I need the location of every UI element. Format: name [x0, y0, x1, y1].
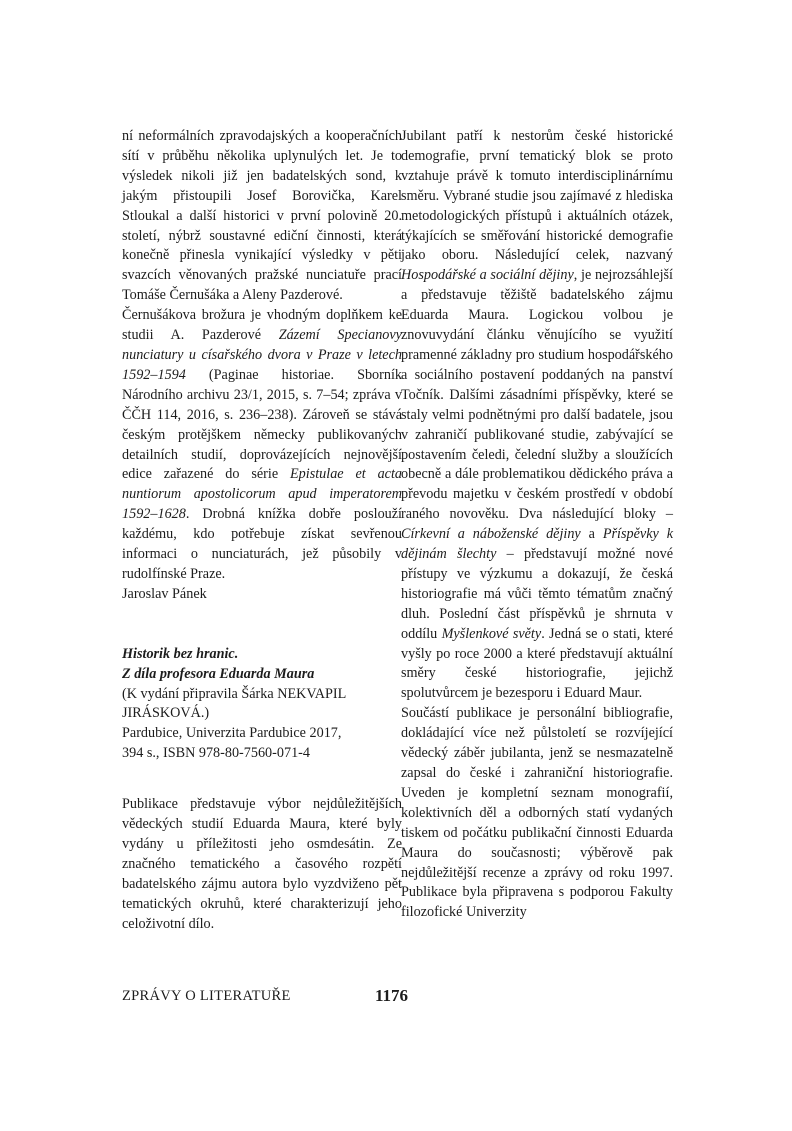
- text-run: Jubilant patří k nestorům české historické demografie, první tematický blok se proto vztahuje právě k tomuto interdisciplinárnímu směru. Vybrané studie jsou zajímavé z hlediska metodologických přístupů i aktuálních otázek, týkajících se směřování historické demografie jako oboru. Následující celek, nazvaný: [401, 128, 673, 264]
- text-run: Černušákova brožura je vhodným doplňkem ke studii A. Pazderové: [122, 307, 402, 344]
- paragraph: [122, 306, 402, 585]
- signature: Jaroslav Pánek: [122, 585, 207, 602]
- paragraph: Součástí publikace je personální bibliografie, dokládající více než půlstoletí se rozvíjející vědecký záběr jubilanta, jenž se nesmazatelně zapsal do české i zahraniční historiografie. Uveden je kompletní seznam monografií, kolektivních děl a odborných statí vydaných tiskem od počátku publikační činnosti Eduarda Maura do současnosti; výběrově pak nejdůležitější recenze a zprávy od roku 1997. Publikace byla připravena s podporou Fakulty filozofické Univerzity: [401, 705, 673, 921]
- left-column: [122, 127, 402, 935]
- page-number: 1176: [375, 986, 409, 1005]
- text-run: (Paginae historiae. Sborník Národního archivu 23/1, 2015, s. 7–54; zpráva v ČČH 114, 2016, s. 236–238). Zároveň se stává českým protějškem německy publikovaných detailních studií, doprovázejících nejnovější edice zařazené do série: [122, 366, 402, 483]
- book-publication: 394 s., ISBN 978-80-7560-071-4: [122, 745, 310, 762]
- book-title: Historik bez hranic.: [122, 645, 239, 662]
- book-publication: Pardubice, Univerzita Pardubice 2017,: [122, 725, 342, 742]
- spacer: [122, 764, 402, 795]
- text-run: – představují možné nové přístupy ve výzkumu a dokazují, že česká historiografie má vůči těmto tématům značný dluh. Poslední část příspěvků je shrnuta v oddílu: [401, 546, 673, 642]
- italic-title: Myšlenkové světy: [441, 625, 542, 642]
- running-footer-section: ZPRÁVY O LITERATUŘE: [122, 988, 291, 1004]
- text-run: . Drobná knížka dobře poslouží každému, kdo potřebuje získat sevřenou informaci o nunciaturách, jež působily v rudolfínské Praze.: [122, 506, 402, 582]
- text-run: a: [580, 526, 603, 543]
- book-header: [122, 645, 402, 764]
- text-run: , je nejrozsáhlejší a představuje těžiště badatelského zájmu Eduarda Maura. Logickou volbou je znovuvydání článku věnujícího se využití pramenné základny pro studium hospodářského a sociálního postavení poddaných na panství Točník. Dalšími zásadními příspěvky, které se staly velmi podnětnými pro další badatele, jsou v zahraničí publikované studie, zabývající se postavením čeledi, čelední služby a sloužících obecně a dále problematikou dědického práva a převodu majetku v českém prostředí v období raného novověku. Dva následující bloky –: [401, 267, 673, 523]
- right-column: [401, 127, 673, 923]
- book-editor: JIRÁSKOVÁ.): [122, 705, 210, 722]
- italic-title: Církevní a náboženské dějiny: [401, 526, 581, 543]
- paragraph: [401, 127, 673, 704]
- italic-title: Epistulae et acta nuntiorum apostolicorum apud imperatorem 1592–1628: [122, 466, 403, 523]
- book-editor: (K vydání připravila Šárka NEKVAPIL: [122, 685, 347, 702]
- spacer: [122, 605, 402, 645]
- book-title: Z díla profesora Eduarda Maura: [122, 665, 315, 682]
- text-run: . Jedná se o stati, které vyšly po roce 2000 a které představují aktuální směry české historiografie, jejichž spolutvůrcem je bezesporu i Eduard Maur.: [401, 625, 674, 702]
- paragraph: Publikace představuje výbor nejdůležitějších vědeckých studií Eduarda Maura, které byly vydány u příležitosti jeho osmdesátin. Ze značného tematického a časového rozpětí badatelského zájmu autora bylo vyzdviženo pět tematických okruhů, které charakterizují jeho celoživotní dílo.: [122, 796, 402, 932]
- paragraph: ní neformálních zpravodajských a kooperačních sítí v průběhu několika uplynulých let. Je to výsledek nikoli již jen badatelských sond, k jakým přistoupili Josef Borovička, Karel Stloukal a další historici v první polovině 20. století, nýbrž soustavné ediční činnosti, která konečně přinesla vynikající výsledky v pěti svazcích věnovaných pražské nunciatuře prací Tomáše Černušáka a Aleny Pazderové.: [122, 128, 402, 304]
- italic-title: Hospodářské a sociální dějiny: [401, 267, 574, 284]
- italic-title: Zázemí Specianovy nunciatury u císařského dvora v Praze v letech 1592–1594: [122, 327, 402, 383]
- italic-title: Příspěvky k dějinám šlechty: [401, 526, 673, 563]
